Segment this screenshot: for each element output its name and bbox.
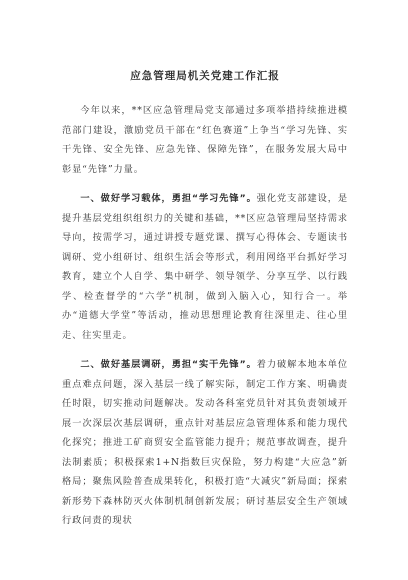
section-2-heading: 二、做好基层调研，勇担“实干先锋”。	[80, 359, 257, 370]
section-2-paragraph	[62, 355, 348, 531]
paragraph-text: 今年以来，**区应急管理局党支部通过多项举措持续推进模范部门建设，激励党员干部在“红色赛道”上争当“学习先锋、实干先锋、安全先锋、应急先锋、保障先锋”，在服务发展大局中彰显“先锋”力量。	[62, 105, 348, 175]
paragraph-text: 强化党支部建设，是提升基层党组织组织力的关键和基础，**区应急管理局坚持需求导向，按需学习，通过讲授专题党课、撰写心得体会、专题读书调研、党小组研讨、组织生活会等形式，利用网络平台抓好学习教育，建立个人自学、集中研学、领导领学、分享互学、以行践学、检查督学的“六学”机制，做到入脑入心，知行合一。举办“道德大学堂”等活动，推动思想理论教育往深里走、往心里走、往实里走。	[62, 193, 348, 341]
paragraph-text: 着力破解本地本单位重点难点问题，深入基层一线了解实际，制定工作方案、明确责任时限，切实推动问题解决。发动各科室党员针对其负责领域开展一次深层次基层调研，重点针对基层应急管理体系和能力现代化探究；推进工矿商贸安全监管能力提升；规范事故调查，提升法制素质；积极探索1+N指数巨灾保险，努力构建“大应急”新格局；聚焦风险普查成果转化，积极打造“大减灾”新局面；探索新形势下森林防灭火体制机制创新发展；研讨基层安全生产领域行政问责的现状	[62, 359, 348, 526]
section-1-heading: 一、做好学习载体，勇担“学习先锋”。	[80, 193, 257, 204]
intro-paragraph	[62, 101, 348, 179]
document-title: 应急管理局机关党建工作汇报	[130, 70, 280, 82]
section-1-paragraph	[62, 189, 348, 345]
